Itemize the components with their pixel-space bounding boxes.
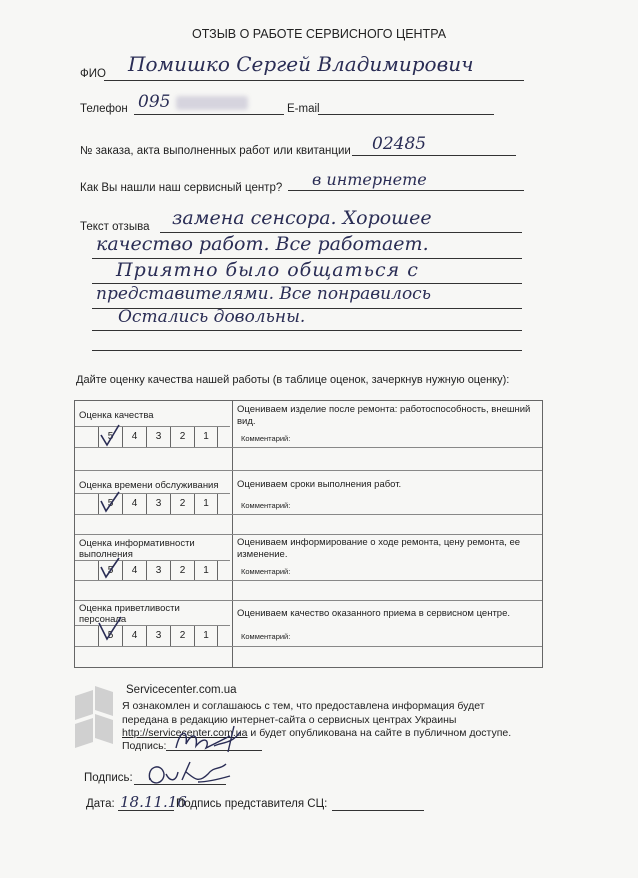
rating-row-title: Оценка информативности выполнения [79,538,195,560]
checkmark-icon [99,489,121,515]
grade-option[interactable]: 4 [122,427,146,447]
checkmark-icon [99,555,121,581]
grade-option[interactable]: 5 [98,561,122,581]
rating-row-description: Оцениваем качество оказанного приема в сервисном центре. [237,608,510,619]
row-divider [75,646,542,647]
consent-text-before: Я ознакомлен и соглашаюсь с тем, что предоставлена информация будет передана в редакцию интернет-сайта о сервисных центрах Украины [122,700,485,726]
email-underline [318,114,494,115]
row-divider [75,447,542,448]
grade-option[interactable]: 1 [194,494,218,514]
found-value[interactable]: в интернете [312,170,427,189]
grade-option[interactable]: 2 [170,626,194,646]
rating-row-title: Оценка времени обслуживания [79,480,219,491]
rating-table [74,400,543,668]
rating-row-title: Оценка качества [79,410,154,421]
review-label: Текст отзыва [80,221,150,233]
review-text-line[interactable]: замена сенсора. Хорошее [172,207,432,229]
email-label: E-mail [287,103,320,115]
grade-option[interactable]: 3 [146,626,170,646]
order-value[interactable]: 02485 [372,134,427,154]
grade-option[interactable]: 4 [122,561,146,581]
order-underline [352,155,516,156]
comment-label: Комментарий: [241,501,291,510]
row-divider [75,600,542,601]
comment-label: Комментарий: [241,434,291,443]
servicecenter-link[interactable]: http://servicecenter.com.ua [122,727,248,739]
review-line-6 [92,350,522,351]
row-divider [75,514,542,515]
found-underline [288,190,524,191]
review-text-line[interactable]: Остались довольны. [118,307,306,327]
grade-option[interactable]: 5 [98,427,122,447]
grade-option[interactable]: 5 [98,494,122,514]
review-text-line[interactable]: представителями. Все понравилось [96,284,431,304]
row-divider [75,534,542,535]
comment-label: Комментарий: [241,567,291,576]
grade-option[interactable]: 1 [194,626,218,646]
consent-signature [170,722,260,756]
grade-option[interactable]: 2 [170,561,194,581]
grade-option[interactable]: 1 [194,427,218,447]
review-text-line[interactable]: Приятно было общаться с [116,259,419,281]
checkmark-icon [97,615,123,643]
grade-option[interactable]: 3 [146,494,170,514]
date-value[interactable]: 18.11.16 [120,793,187,811]
signature-label: Подпись: [84,772,133,784]
rating-row-title: Оценка приветливости персонала [79,603,180,625]
grade-option[interactable]: 5 [98,626,122,646]
grade-option[interactable]: 2 [170,427,194,447]
date-label: Дата: [86,798,115,810]
page-title: ОТЗЫВ О РАБОТЕ СЕРВИСНОГО ЦЕНТРА [191,27,447,41]
consent-text-after: и будет опубликована на сайте в публичном доступе. [250,727,512,739]
grade-option[interactable]: 4 [122,626,146,646]
servicecenter-logo [73,686,115,752]
grade-option[interactable]: 1 [194,561,218,581]
consent-signature-label: Подпись: [122,740,167,752]
row-divider [75,470,542,471]
consent-site-name: Servicecenter.com.ua [126,684,237,696]
phone-redaction [176,96,248,110]
row-divider [75,580,542,581]
order-label: № заказа, акта выполненных работ или квитанции [80,145,351,157]
rating-heading: Дайте оценку качества нашей работы (в таблице оценок, зачеркнув нужную оценку): [76,374,510,386]
review-text-line[interactable]: качество работ. Все работает. [96,233,429,255]
rating-row-description: Оцениваем информирование о ходе ремонта, цену ремонта, ее изменение. [237,537,521,560]
phone-underline [134,114,284,115]
found-label: Как Вы нашли наш сервисный центр? [80,182,283,194]
checkmark-icon [99,423,121,449]
rating-row-description: Оцениваем изделие после ремонта: работоспособность, внешний вид. [237,404,531,427]
rating-row-description: Оцениваем сроки выполнения работ. [237,479,402,490]
phone-label: Телефон [80,103,128,115]
review-line-5 [92,330,522,331]
fio-label: ФИО [80,68,106,80]
rep-signature-line [332,810,424,811]
customer-signature [142,756,234,790]
grade-option[interactable]: 3 [146,427,170,447]
fio-value[interactable]: Помишко Сергей Владимирович [128,52,474,76]
comment-label: Комментарий: [241,632,291,641]
fio-underline [104,80,524,81]
phone-value[interactable]: 095 [138,92,171,112]
grade-option[interactable]: 4 [122,494,146,514]
grade-option[interactable]: 2 [170,494,194,514]
rep-signature-label: Подпись представителя СЦ: [176,798,328,810]
grade-option[interactable]: 3 [146,561,170,581]
